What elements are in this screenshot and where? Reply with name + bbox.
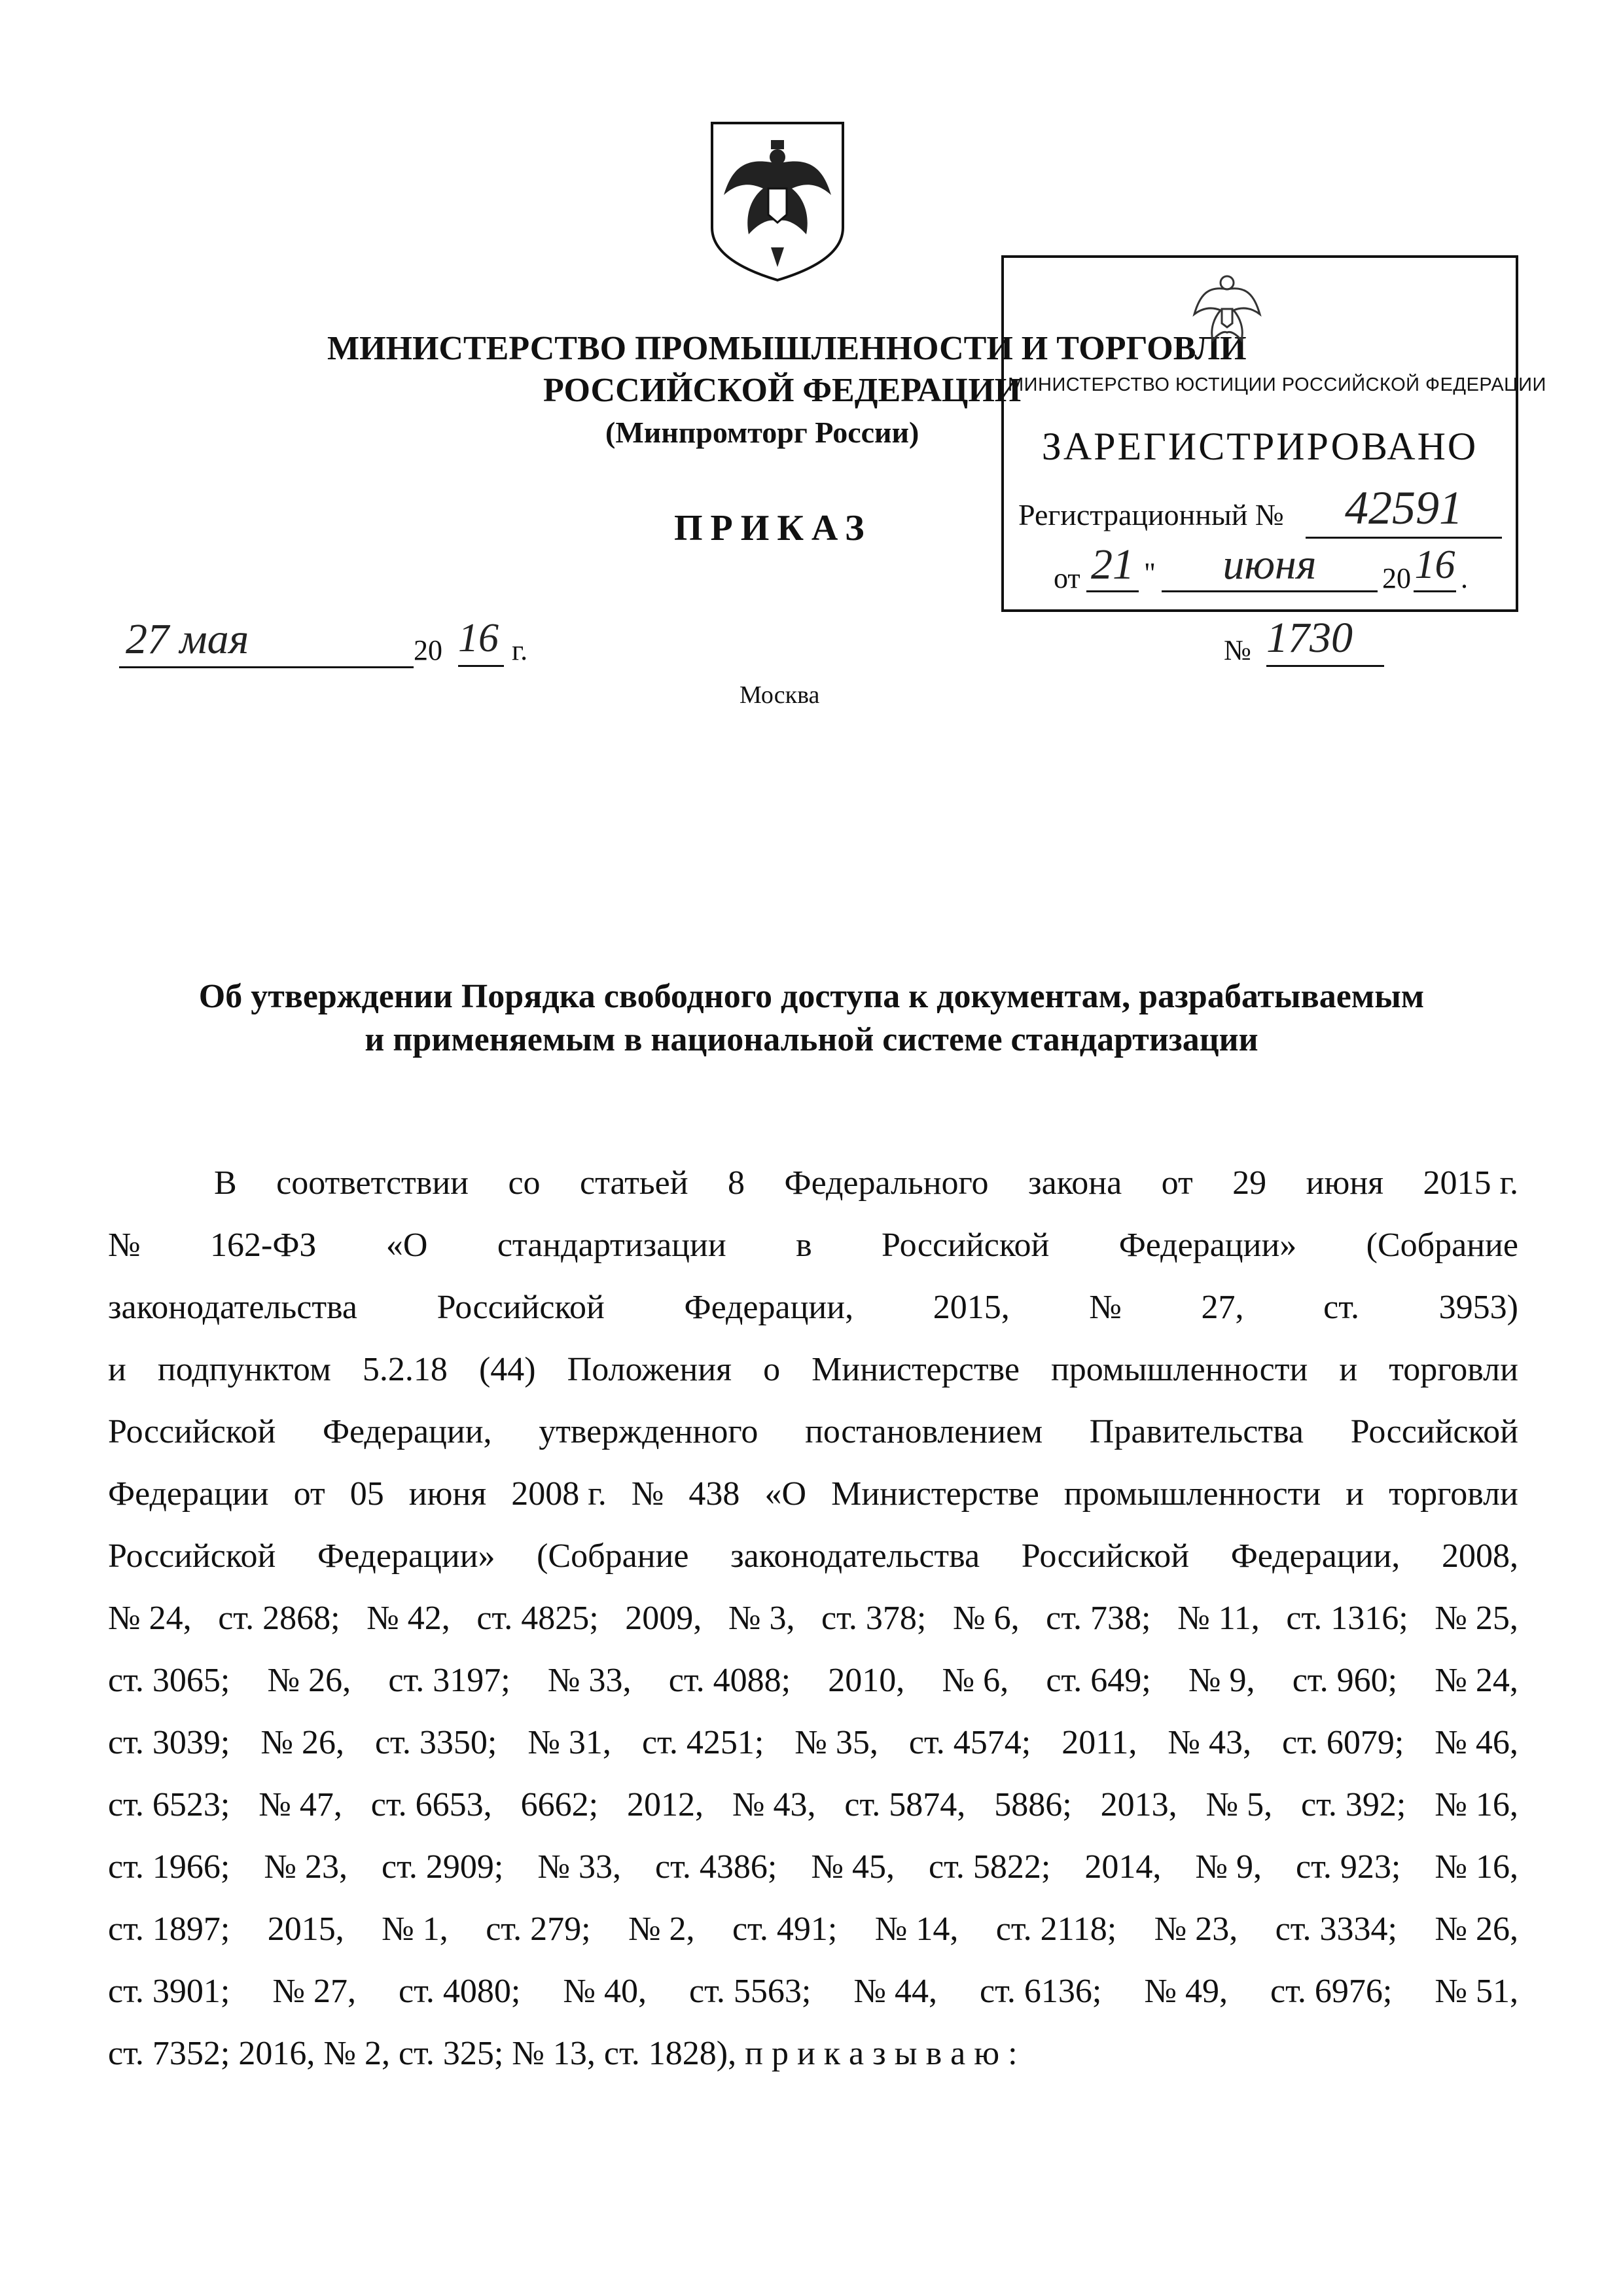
body-word: ст. 3065; bbox=[108, 1662, 230, 1699]
body-word: № 3, bbox=[728, 1600, 795, 1637]
body-word: 6662; bbox=[520, 1786, 599, 1823]
body-word: торговли bbox=[1389, 1475, 1518, 1513]
body-word: ст. 923; bbox=[1296, 1848, 1401, 1886]
body-word: В bbox=[214, 1164, 237, 1202]
body-word: ст. 738; bbox=[1046, 1600, 1151, 1637]
body-word: ст. 2868; bbox=[218, 1600, 340, 1637]
body-word: ст. 491; bbox=[732, 1910, 838, 1948]
body-line bbox=[108, 1898, 1518, 1960]
body-word: ст. 3350; bbox=[374, 1724, 497, 1761]
body-word: промышленности bbox=[1050, 1351, 1308, 1388]
stamp-regnum-label: Регистрационный № bbox=[1018, 498, 1284, 531]
ministry-short-name: (Минпромторг России) bbox=[605, 416, 919, 449]
body-word: ст. 960; bbox=[1292, 1662, 1398, 1699]
body-word: 2015, bbox=[267, 1910, 344, 1948]
stamp-date-quote: " bbox=[1144, 557, 1156, 589]
ministry-name-line2: РОССИЙСКОЙ ФЕДЕРАЦИИ bbox=[543, 372, 1022, 409]
body-word: статьей bbox=[580, 1164, 688, 1202]
body-paragraph bbox=[108, 1152, 1518, 2085]
body-word: постановлением bbox=[805, 1413, 1043, 1450]
body-word: Российской bbox=[108, 1537, 276, 1575]
body-word: № 33, bbox=[547, 1662, 632, 1699]
body-word: Положения bbox=[567, 1351, 732, 1388]
body-line bbox=[108, 1774, 1518, 1836]
subject-line-1: Об утверждении Порядка свободного доступа к документам, разрабатываемым bbox=[198, 978, 1425, 1015]
stamp-date-end: . bbox=[1461, 562, 1468, 594]
body-word: ст. 4825; bbox=[476, 1600, 599, 1637]
ministry-name-line1: МИНИСТЕРСТВО ПРОМЫШЛЕННОСТИ И ТОРГОВЛИ bbox=[327, 330, 1247, 367]
body-word: № 16, bbox=[1435, 1848, 1518, 1886]
body-word: № 46, bbox=[1435, 1724, 1518, 1761]
body-word: № 43, bbox=[1168, 1724, 1251, 1761]
body-word: 2013, bbox=[1100, 1786, 1177, 1823]
body-word: 8 bbox=[728, 1164, 745, 1202]
body-word: ст. 2118; bbox=[995, 1910, 1117, 1948]
body-line bbox=[108, 1960, 1518, 2022]
body-word: № bbox=[108, 1227, 141, 1264]
city: Москва bbox=[740, 681, 820, 709]
body-word: № 40, bbox=[563, 1973, 647, 2010]
body-word: ст. 6136; bbox=[980, 1973, 1102, 2010]
body-word: ст. 5563; bbox=[689, 1973, 812, 2010]
body-word: 2009, bbox=[625, 1600, 702, 1637]
stamp-date-prefix: от bbox=[1054, 562, 1080, 594]
body-word: Федерации, bbox=[684, 1289, 854, 1326]
body-word: № 1, bbox=[382, 1910, 448, 1948]
body-word: утвержденного bbox=[539, 1413, 758, 1450]
body-word: № 14, bbox=[874, 1910, 959, 1948]
body-word: № 16, bbox=[1435, 1786, 1518, 1823]
body-word: стандартизации bbox=[497, 1227, 726, 1264]
body-word: подпунктом bbox=[157, 1351, 331, 1388]
body-word: ст. 649; bbox=[1046, 1662, 1151, 1699]
body-word: от bbox=[293, 1475, 325, 1513]
body-word: Федерации» bbox=[1118, 1227, 1297, 1264]
body-word: Российской bbox=[1350, 1413, 1518, 1450]
body-word: ст. 4088; bbox=[668, 1662, 791, 1699]
body-word: № 47, bbox=[259, 1786, 342, 1823]
body-word: ст. 4251; bbox=[641, 1724, 764, 1761]
order-date-day-month: 27 мая bbox=[119, 617, 414, 668]
body-word: ст. 6523; bbox=[108, 1786, 230, 1823]
body-word: 05 bbox=[349, 1475, 384, 1513]
body-word: 3953) bbox=[1438, 1289, 1518, 1326]
body-word: № 27, bbox=[272, 1973, 356, 2010]
stamp-organization: МИНИСТЕРСТВО ЮСТИЦИИ РОССИЙСКОЙ ФЕДЕРАЦИИ bbox=[1008, 374, 1546, 395]
body-word: № 43, bbox=[732, 1786, 816, 1823]
body-word: № 2, bbox=[628, 1910, 695, 1948]
body-word: № 6, bbox=[952, 1600, 1020, 1637]
order-title: ПРИКАЗ bbox=[674, 508, 872, 548]
body-word: «О bbox=[385, 1227, 428, 1264]
body-word: и bbox=[1339, 1351, 1358, 1388]
body-line bbox=[108, 1836, 1518, 1898]
body-word: и bbox=[108, 1351, 126, 1388]
body-line bbox=[108, 1649, 1518, 1712]
body-word: (44) bbox=[478, 1351, 536, 1388]
body-word: со bbox=[508, 1164, 541, 1202]
body-word: № 51, bbox=[1435, 1973, 1518, 2010]
body-word: № 49, bbox=[1144, 1973, 1228, 2010]
body-word: № 24, bbox=[1435, 1662, 1518, 1699]
body-word: № 44, bbox=[853, 1973, 937, 2010]
body-word: соответствии bbox=[276, 1164, 469, 1202]
body-word: № 6, bbox=[942, 1662, 1009, 1699]
body-word: Российской bbox=[882, 1227, 1050, 1264]
body-word: 162-ФЗ bbox=[210, 1227, 317, 1264]
body-word: Федерации, bbox=[1230, 1537, 1400, 1575]
body-word: Российской bbox=[437, 1289, 605, 1326]
body-word: ст. 6653, bbox=[370, 1786, 492, 1823]
body-word: от bbox=[1161, 1164, 1193, 1202]
body-word: ст. 3197; bbox=[388, 1662, 510, 1699]
order-date-year-unit: г. bbox=[512, 634, 528, 666]
body-word: 5886; bbox=[994, 1786, 1072, 1823]
body-word: ст. 5874, bbox=[844, 1786, 966, 1823]
stamp-date-year: 16 bbox=[1414, 543, 1456, 592]
body-line bbox=[108, 1338, 1518, 1401]
body-word: «О bbox=[764, 1475, 807, 1513]
coat-of-arms-icon bbox=[705, 117, 849, 285]
body-word: № bbox=[1089, 1289, 1122, 1326]
body-line bbox=[108, 1525, 1518, 1587]
stamp-date-year-prefix: 20 bbox=[1382, 562, 1411, 594]
order-date-year-prefix: 20 bbox=[414, 634, 442, 666]
body-word: № 33, bbox=[537, 1848, 621, 1886]
body-word: ст. 4574; bbox=[908, 1724, 1031, 1761]
body-word: № 23, bbox=[264, 1848, 348, 1886]
body-word: ст. 4080; bbox=[399, 1973, 521, 2010]
body-word: (Собрание bbox=[537, 1537, 689, 1575]
body-word: законодательства bbox=[730, 1537, 980, 1575]
body-word: июня bbox=[1306, 1164, 1384, 1202]
body-word: Федерации bbox=[108, 1475, 269, 1513]
stamp-date-month: июня bbox=[1162, 543, 1378, 592]
body-word: ст. 392; bbox=[1301, 1786, 1406, 1823]
body-word: ст. bbox=[1323, 1289, 1360, 1326]
body-word: № 26, bbox=[267, 1662, 351, 1699]
body-word: ст. 1897; bbox=[108, 1910, 230, 1948]
body-word: ст. 378; bbox=[821, 1600, 927, 1637]
body-word: в bbox=[796, 1227, 812, 1264]
body-word: и bbox=[1346, 1475, 1364, 1513]
body-word: о bbox=[763, 1351, 781, 1388]
body-word: 2008 г. bbox=[511, 1475, 607, 1513]
body-word: закона bbox=[1028, 1164, 1122, 1202]
body-word: № 11, bbox=[1177, 1600, 1260, 1637]
body-word: Российской bbox=[108, 1413, 276, 1450]
body-word: законодательства bbox=[108, 1289, 357, 1326]
body-line-last bbox=[108, 2022, 1518, 2085]
body-line bbox=[108, 1712, 1518, 1774]
body-word: № 45, bbox=[811, 1848, 895, 1886]
body-word: ст. 1966; bbox=[108, 1848, 230, 1886]
body-word: ст. 2909; bbox=[382, 1848, 504, 1886]
body-word: ст. 6976; bbox=[1270, 1973, 1393, 2010]
document-subject bbox=[98, 975, 1525, 1062]
body-word: 2011, bbox=[1061, 1724, 1137, 1761]
body-word: Правительства bbox=[1089, 1413, 1304, 1450]
order-date-year: 16 bbox=[458, 615, 504, 667]
body-word: № 26, bbox=[1435, 1910, 1518, 1948]
body-word: 2015 г. bbox=[1423, 1164, 1518, 1202]
body-word: № bbox=[631, 1475, 664, 1513]
body-word: ст. 3039; bbox=[108, 1724, 230, 1761]
body-word: № 42, bbox=[366, 1600, 450, 1637]
body-word: № 35, bbox=[794, 1724, 878, 1761]
body-word: 2008, bbox=[1441, 1537, 1518, 1575]
body-word: 2010, bbox=[828, 1662, 905, 1699]
body-line bbox=[108, 1276, 1518, 1338]
body-word: (Собрание bbox=[1366, 1227, 1518, 1264]
body-word: 2014, bbox=[1084, 1848, 1162, 1886]
body-word: 5.2.18 bbox=[362, 1351, 448, 1388]
stamp-regnum-value: 42591 bbox=[1306, 484, 1502, 539]
body-word: Федерации, bbox=[322, 1413, 492, 1450]
body-word: 29 bbox=[1232, 1164, 1267, 1202]
body-word: июня bbox=[408, 1475, 487, 1513]
body-word: 438 bbox=[688, 1475, 740, 1513]
body-word: № 9, bbox=[1195, 1848, 1262, 1886]
body-word: 27, bbox=[1201, 1289, 1244, 1326]
stamp-date-day: 21 bbox=[1086, 543, 1139, 592]
body-word: промышленности bbox=[1063, 1475, 1321, 1513]
body-line bbox=[108, 1214, 1518, 1276]
body-line bbox=[108, 1587, 1518, 1649]
body-word: ст. 279; bbox=[486, 1910, 591, 1948]
body-word: № 31, bbox=[527, 1724, 611, 1761]
body-word: ст. 1316; bbox=[1286, 1600, 1408, 1637]
body-word: ст. 3901; bbox=[108, 1973, 230, 2010]
order-number-value: 1730 bbox=[1266, 615, 1384, 667]
body-word: Федерации» bbox=[317, 1537, 495, 1575]
body-word: ст. 6079; bbox=[1281, 1724, 1404, 1761]
body-word: торговли bbox=[1389, 1351, 1518, 1388]
body-closing-text: ст. 7352; 2016, № 2, ст. 325; № 13, ст. 1828), п р и к а з ы в а ю : bbox=[108, 2035, 1018, 2072]
body-word: ст. 5822; bbox=[929, 1848, 1051, 1886]
body-word: № 5, bbox=[1205, 1786, 1273, 1823]
body-word: № 9, bbox=[1188, 1662, 1255, 1699]
body-word: ст. 3334; bbox=[1275, 1910, 1397, 1948]
body-word: Российской bbox=[1021, 1537, 1190, 1575]
subject-line-2: и применяемым в национальной системе стандартизации bbox=[365, 1021, 1258, 1058]
body-line bbox=[108, 1401, 1518, 1463]
body-word: 2012, bbox=[626, 1786, 704, 1823]
order-number-label: № bbox=[1224, 634, 1251, 666]
stamp-eagle-icon bbox=[1188, 263, 1266, 355]
body-word: Министерстве bbox=[831, 1475, 1039, 1513]
body-line bbox=[108, 1152, 1518, 1214]
stamp-title: ЗАРЕГИСТРИРОВАНО bbox=[1041, 425, 1478, 468]
body-word: № 26, bbox=[260, 1724, 344, 1761]
body-word: Федерального bbox=[784, 1164, 989, 1202]
body-word: № 24, bbox=[108, 1600, 192, 1637]
body-word: Министерстве bbox=[812, 1351, 1020, 1388]
body-line bbox=[108, 1463, 1518, 1525]
body-word: 2015, bbox=[933, 1289, 1010, 1326]
body-word: № 23, bbox=[1154, 1910, 1238, 1948]
body-word: ст. 4386; bbox=[655, 1848, 777, 1886]
body-word: № 25, bbox=[1435, 1600, 1518, 1637]
